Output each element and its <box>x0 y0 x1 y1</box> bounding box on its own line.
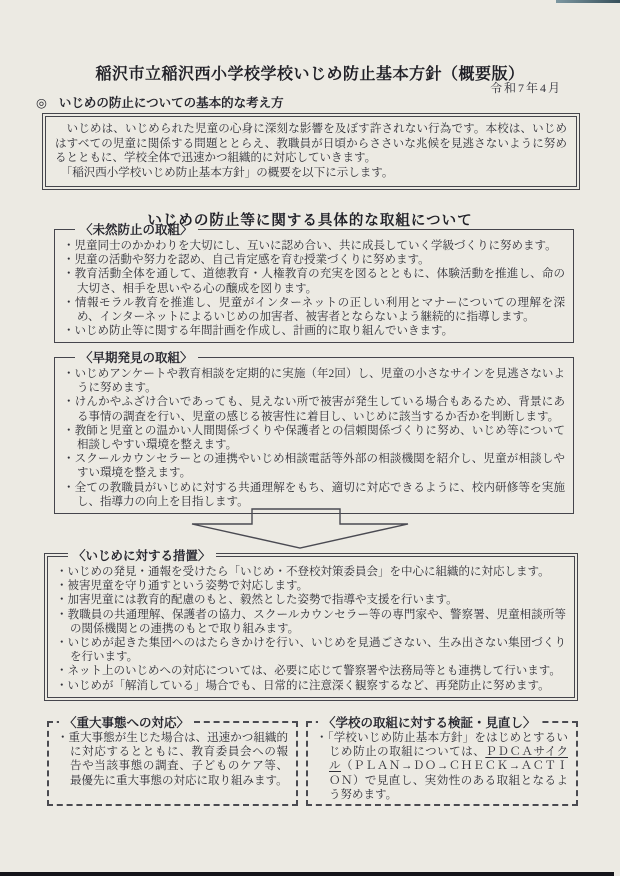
scan-artifact-top-right <box>556 0 620 3</box>
list-item: ・加害児童には教育的配慮のもと、毅然とした姿勢で指導や支援を行います。 <box>56 594 458 607</box>
basic-policy-heading-text: いじめの防止についての基本的な考え方 <box>58 96 284 110</box>
review-text-post: （ＰＬＡＮ→ＤＯ→ＣＨＥＣＫ→ＡＣＴＩＯＮ）で見直し、実効性のある取組となるよう努めます。 <box>329 760 569 801</box>
list-item: ・教職員の共通理解、保護者の協力、スクールカウンセラー等の専門家や、警察署、児童相談所等の関係機関との連携のもとで取り組みます。 <box>56 608 566 635</box>
page-title: 稲沢市立稲沢西小学校学校いじめ防止基本方針（概要版） <box>95 65 525 83</box>
early-detection-section <box>54 348 574 514</box>
intro-paragraph: 「稲沢西小学校いじめ防止基本方針」の概要を以下に示します。 <box>55 166 394 179</box>
list-item: ・いじめの発見・通報を受けたら「いじめ・不登校対策委員会」を中心に組織的に対応します。 <box>56 566 550 578</box>
prevention-section <box>54 220 574 343</box>
down-arrow-icon <box>189 508 411 550</box>
measures-legend: 〈いじめに対する措置〉 <box>73 549 211 563</box>
section-title: いじめの防止等に関する具体的な取組について <box>147 213 473 230</box>
early-detection-legend: 〈早期発見の取組〉 <box>80 351 193 365</box>
list-item: ・ネット上のいじめへの対応については、必要に応じて警察署や法務局等とも連携して行います。 <box>56 665 561 678</box>
serious-cases-legend: 〈重大事態への対応〉 <box>59 713 194 731</box>
double-circle-icon: ◎ <box>36 96 47 110</box>
list-item: ・けんかやふざけ合いであっても、見えない所で被害が発生している場合もあるため、背景にある事情の調査を行い、児童の感じる被害性に着目し、いじめに該当するか否かを判断します。 <box>63 396 565 423</box>
prevention-list <box>63 239 565 338</box>
list-item: ・いじめアンケートや教育相談を定期的に実施（年2回）し、児童の小さなサインを見逃さないように努めます。 <box>63 368 565 395</box>
list-item: ・情報モラル教育を推進し、児童がインターネットの正しい利用とマナーについての理解を深め、インターネットによるいじめの加害者、被害者とならないよう継続的に指導します。 <box>63 296 565 324</box>
review-legend: 〈学校の取組に対する検証・見直し〉 <box>318 713 541 731</box>
scan-edge-bottom <box>0 872 614 876</box>
serious-cases-box <box>47 716 298 806</box>
list-item: ・児童の活動や努力を認め、自己肯定感を育む授業づくりに努めます。 <box>63 254 430 267</box>
list-item: ・いじめ防止等に関する年間計画を作成し、計画的に取り組んでいきます。 <box>63 325 454 338</box>
list-item: ・いじめが起きた集団へのはたらきかけを行い、いじめを見過ごさない、生み出さない集団づくりを行います。 <box>56 637 566 664</box>
intro-paragraph: いじめは、いじめられた児童の心身に深刻な影響を及ぼす許されない行為です。本校は、いじめはすべての児童に関係する問題ととらえ、教職員が日頃からささいな兆候を見逃さないように努めるとともに、学校全体で迅速かつ組織的に対応していきます。 <box>55 123 567 165</box>
list-item: ・スクールカウンセラーとの連携やいじめ相談電話等外部の相談機関を紹介し、児童が相談しやすい環境を整えます。 <box>63 453 565 480</box>
list-item: ・教師と児童との温かい人間関係づくりや保護者との信頼関係づくりに努め、いじめ等について相談しやすい環境を整えます。 <box>63 424 565 452</box>
serious-cases-body: ・重大事態が生じた場合は、迅速かつ組織的に対応するとともに、教育委員会への報告や当該事態の調査、子どものケア等、最優先に重大事態の対応に取り組みます。 <box>57 732 288 787</box>
list-item: ・全ての教職員がいじめに対する共通理解をもち、適切に対応できるように、校内研修等を実施し、指導力の向上を目指します。 <box>63 481 565 508</box>
list-item: ・いじめが「解消している」場合でも、日常的に注意深く観察するなど、再発防止に努めます。 <box>56 679 550 692</box>
review-box <box>306 716 578 806</box>
review-body <box>316 731 568 802</box>
pdca-cycle-underline: ＰＤＣＡサイクル <box>329 746 568 773</box>
basic-policy-heading <box>36 93 284 111</box>
list-item: ・被害児童を守り通すという姿勢で対応します。 <box>56 580 309 593</box>
list-item: ・児童同士のかかわりを大切にし、互いに認め合い、共に成長していく学級づくりに努めます。 <box>63 240 557 252</box>
prevention-legend: 〈未然防止の取組〉 <box>80 223 193 237</box>
early-detection-list <box>63 367 565 509</box>
review-text-pre: ・「学校いじめ防止基本方針」をはじめとするいじめ防止の取組については、 <box>316 732 568 759</box>
list-item: ・教育活動全体を通して、道徳教育・人権教育の充実を図るとともに、体験活動を推進し、命の大切さ、相手を思いやる心の醸成を図ります。 <box>63 268 565 295</box>
measures-list <box>56 565 566 693</box>
issue-date: 令和7年4月 <box>489 81 562 95</box>
measures-section <box>44 546 578 701</box>
intro-box <box>45 116 577 187</box>
